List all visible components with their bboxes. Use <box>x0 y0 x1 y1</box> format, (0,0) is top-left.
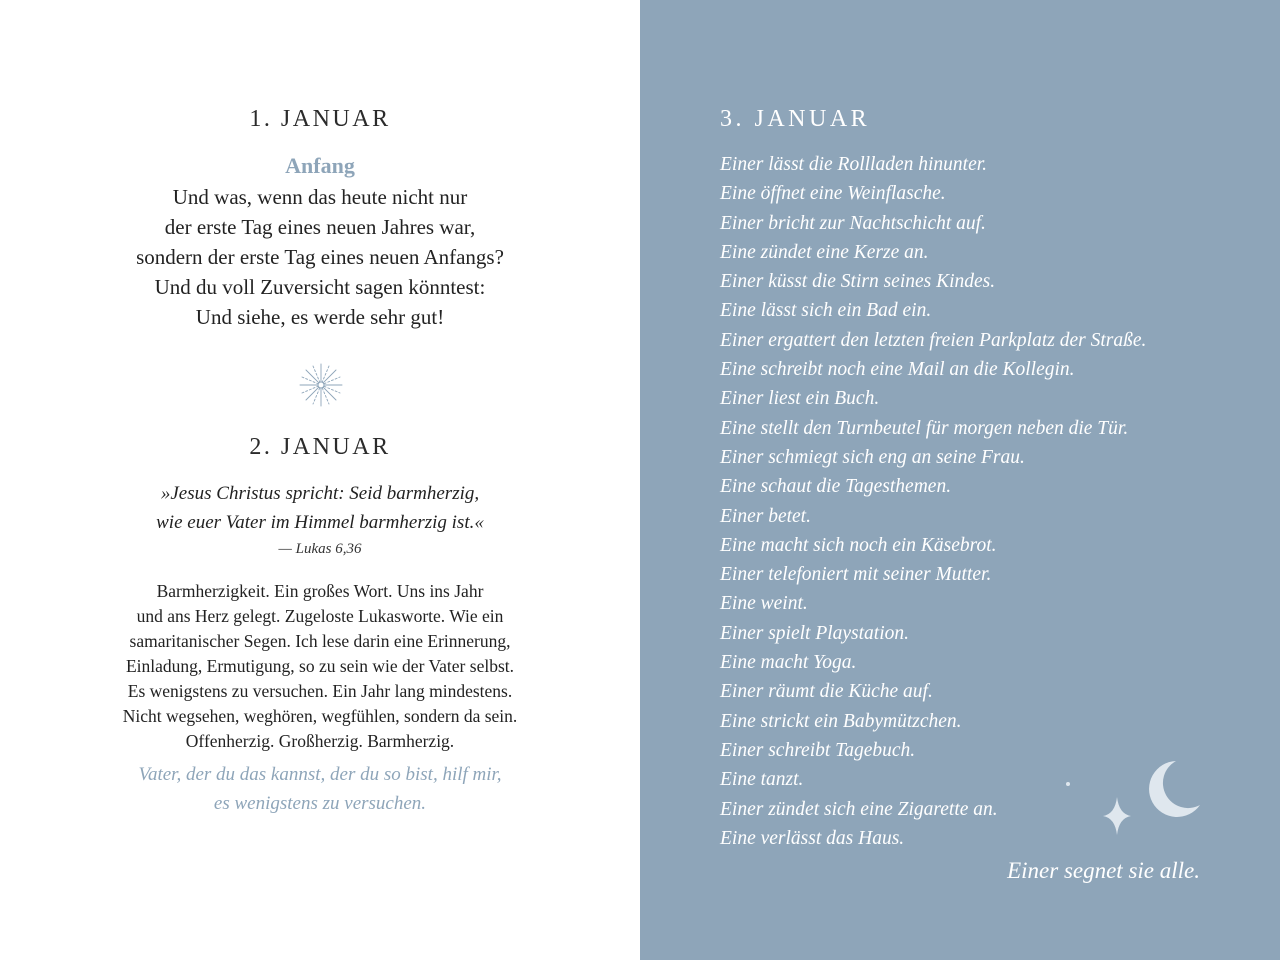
poem-line: Eine zündet eine Kerze an. <box>720 241 929 263</box>
poem-line: Eine schaut die Tagesthemen. <box>720 476 952 498</box>
prayer-line: Vater, der du das kannst, der du so bist, hilf mir, <box>138 764 502 785</box>
day3-closing-line: Einer segnet sie alle. <box>1007 858 1200 883</box>
dot-star-icon <box>1066 782 1070 786</box>
poem-line: Eine stellt den Turnbeutel für morgen neben die Tür. <box>720 417 1129 439</box>
day2-bible-quote <box>0 479 640 537</box>
poem-line: Eine verlässt das Haus. <box>720 827 905 849</box>
poem-line: Einer räumt die Küche auf. <box>720 681 933 703</box>
poem-line: Einer spielt Playstation. <box>720 622 910 644</box>
poem-line: Einer betet. <box>720 505 811 527</box>
night-sky-decoration <box>1060 755 1210 845</box>
body-line: Es wenigstens zu versuchen. Ein Jahr lang mindestens. <box>127 681 513 701</box>
body-line: samaritanischer Segen. Ich lese darin eine Erinnerung, <box>129 631 511 651</box>
prayer-line: es wenigstens zu versuchen. <box>213 793 427 814</box>
poem-line: Einer bricht zur Nachtschicht auf. <box>720 212 986 234</box>
poem-line: Einer küsst die Stirn seines Kindes. <box>720 271 996 293</box>
poem-line: Einer telefoniert mit seiner Mutter. <box>720 564 992 586</box>
day1-poem <box>0 182 640 332</box>
day2-body-text <box>0 579 640 754</box>
body-line: Offenherzig. Großherzig. Barmherzig. <box>185 731 455 751</box>
poem-line: Eine schreibt noch eine Mail an die Kollegin. <box>720 359 1075 381</box>
right-page <box>640 0 1280 960</box>
poem-line: Eine lässt sich ein Bad ein. <box>720 300 932 322</box>
poem-line: Und was, wenn das heute nicht nur <box>172 185 468 209</box>
poem-line: der erste Tag eines neuen Jahres war, <box>164 215 476 239</box>
body-line: Einladung, Ermutigung, so zu sein wie der Vater selbst. <box>125 656 514 676</box>
sparkle-star-icon <box>1103 797 1131 835</box>
poem-line: Einer lässt die Rollladen hinunter. <box>720 154 988 175</box>
poem-line: Eine strickt ein Babymützchen. <box>720 710 962 732</box>
poem-line: Eine weint. <box>720 593 808 615</box>
day2-heading: 2. JANUAR <box>249 434 391 460</box>
quote-line: wie euer Vater im Himmel barmherzig ist.« <box>156 512 484 533</box>
poem-line: Einer ergattert den letzten freien Parkplatz der Straße. <box>720 329 1147 351</box>
day3-heading: 3. JANUAR <box>720 106 871 132</box>
poem-line: Einer schreibt Tagebuch. <box>720 739 916 761</box>
poem-line: sondern der erste Tag eines neuen Anfangs? <box>136 245 504 269</box>
poem-line: Und siehe, es werde sehr gut! <box>195 305 445 329</box>
poem-line: Eine öffnet eine Weinflasche. <box>720 183 946 205</box>
crescent-moon-icon <box>1149 761 1200 817</box>
poem-line: Eine macht Yoga. <box>720 652 857 674</box>
poem-line: Und du voll Zuversicht sagen könntest: <box>154 275 486 299</box>
poem-line: Eine macht sich noch ein Käsebrot. <box>720 534 997 556</box>
day2-prayer <box>0 760 640 818</box>
quote-line: »Jesus Christus spricht: Seid barmherzig, <box>160 483 480 504</box>
body-line: Nicht wegsehen, weghören, wegfühlen, sondern da sein. <box>122 706 518 726</box>
starburst-icon <box>298 362 344 408</box>
day1-subtitle: Anfang <box>285 153 355 178</box>
body-line: und ans Herz gelegt. Zugeloste Lukasworte. Wie ein <box>136 606 504 626</box>
quote-source: — Lukas 6,36 <box>278 541 362 557</box>
day1-heading: 1. JANUAR <box>249 106 391 132</box>
poem-line: Einer liest ein Buch. <box>720 388 880 410</box>
body-line: Barmherzigkeit. Ein großes Wort. Uns ins Jahr <box>156 581 484 601</box>
poem-line: Einer zündet sich eine Zigarette an. <box>720 798 998 820</box>
poem-line: Einer schmiegt sich eng an seine Frau. <box>720 446 1025 468</box>
day3-poem-list <box>720 150 1146 853</box>
poem-line: Eine tanzt. <box>720 769 804 791</box>
